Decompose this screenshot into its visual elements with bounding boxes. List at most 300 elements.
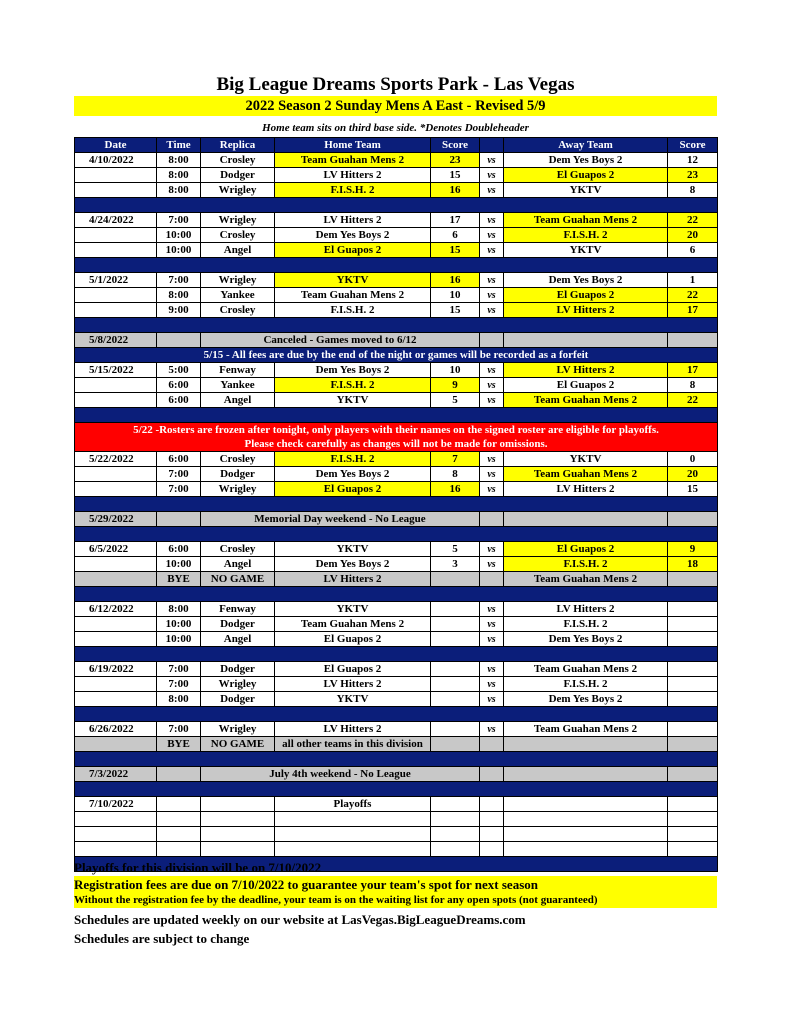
home-score-cell: 6 — [431, 228, 480, 243]
empty-cell — [275, 842, 431, 857]
date-cell — [75, 303, 157, 318]
home-team-cell: YKTV — [275, 273, 431, 288]
home-team-cell: LV Hitters 2 — [275, 168, 431, 183]
vs-cell: vs — [480, 213, 504, 228]
column-header — [480, 138, 504, 153]
home-score-cell: 15 — [431, 243, 480, 258]
home-score-cell — [431, 617, 480, 632]
date-cell — [75, 467, 157, 482]
field-cell: Yankee — [201, 288, 275, 303]
game-row — [75, 557, 718, 572]
home-score-cell: 3 — [431, 557, 480, 572]
empty-cell — [668, 827, 718, 842]
separator-row — [75, 752, 718, 767]
column-header: Score — [431, 138, 480, 153]
game-row — [75, 482, 718, 497]
empty-cell — [75, 572, 157, 587]
empty-cell — [75, 827, 157, 842]
home-score-cell — [431, 692, 480, 707]
away-team-cell: Team Guahan Mens 2 — [504, 213, 668, 228]
separator-row — [75, 198, 718, 213]
field-cell: Dodger — [201, 617, 275, 632]
home-team-cell: all other teams in this division — [275, 737, 431, 752]
date-cell — [75, 482, 157, 497]
no-league-row — [75, 767, 718, 782]
vs-cell: vs — [480, 363, 504, 378]
home-score-cell: 7 — [431, 452, 480, 467]
time-cell: 7:00 — [157, 273, 201, 288]
separator-cell — [75, 318, 718, 333]
away-score-cell — [668, 722, 718, 737]
away-score-cell: 22 — [668, 288, 718, 303]
date-cell — [75, 168, 157, 183]
schedule-table — [74, 137, 718, 872]
away-score-cell — [668, 797, 718, 812]
empty-cell — [275, 827, 431, 842]
home-team-cell: LV Hitters 2 — [275, 677, 431, 692]
note-cell: July 4th weekend - No League — [201, 767, 480, 782]
vs-cell — [480, 572, 504, 587]
away-score-cell: 18 — [668, 557, 718, 572]
blank-row — [75, 827, 718, 842]
time-cell: 10:00 — [157, 228, 201, 243]
separator-row — [75, 497, 718, 512]
game-row — [75, 692, 718, 707]
roster-banner-row — [75, 423, 718, 452]
home-score-cell: 10 — [431, 288, 480, 303]
date-cell — [75, 692, 157, 707]
home-team-cell: LV Hitters 2 — [275, 213, 431, 228]
time-cell: 7:00 — [157, 467, 201, 482]
time-cell: BYE — [157, 737, 201, 752]
date-cell — [75, 378, 157, 393]
game-row — [75, 602, 718, 617]
date-cell — [75, 243, 157, 258]
empty-cell — [75, 812, 157, 827]
separator-row — [75, 527, 718, 542]
home-team-cell: YKTV — [275, 393, 431, 408]
time-cell: 8:00 — [157, 153, 201, 168]
column-header: Home Team — [275, 138, 431, 153]
away-team-cell: El Guapos 2 — [504, 378, 668, 393]
vs-cell: vs — [480, 602, 504, 617]
empty-cell — [157, 812, 201, 827]
away-score-cell — [668, 677, 718, 692]
home-team-cell: YKTV — [275, 602, 431, 617]
time-cell: 6:00 — [157, 542, 201, 557]
vs-cell: vs — [480, 378, 504, 393]
game-row — [75, 273, 718, 288]
home-team-cell: Dem Yes Boys 2 — [275, 557, 431, 572]
away-score-cell — [668, 692, 718, 707]
home-team-cell: F.I.S.H. 2 — [275, 303, 431, 318]
home-team-cell: Team Guahan Mens 2 — [275, 153, 431, 168]
home-team-cell: Playoffs — [275, 797, 431, 812]
game-row — [75, 797, 718, 812]
date-cell: 7/10/2022 — [75, 797, 157, 812]
date-cell: 5/29/2022 — [75, 512, 157, 527]
roster-banner-line: Please check carefully as changes will not be made for omissions. — [244, 438, 548, 450]
home-team-cell: LV Hitters 2 — [275, 572, 431, 587]
away-team-cell: F.I.S.H. 2 — [504, 677, 668, 692]
empty-cell — [480, 767, 504, 782]
vs-cell: vs — [480, 153, 504, 168]
field-cell: Dodger — [201, 168, 275, 183]
away-team-cell: Team Guahan Mens 2 — [504, 393, 668, 408]
field-cell: Angel — [201, 557, 275, 572]
score-cell — [668, 737, 718, 752]
away-team-cell: YKTV — [504, 243, 668, 258]
column-header: Time — [157, 138, 201, 153]
empty-cell — [201, 842, 275, 857]
separator-row — [75, 782, 718, 797]
fees-banner: 5/15 - All fees are due by the end of the night or games will be recorded as a forfeit — [75, 348, 718, 363]
away-team-cell: Dem Yes Boys 2 — [504, 692, 668, 707]
away-team-cell: Dem Yes Boys 2 — [504, 632, 668, 647]
home-team-note: Home team sits on third base side. *Denotes Doubleheader — [262, 122, 529, 134]
separator-cell — [75, 752, 718, 767]
blank-row — [75, 842, 718, 857]
date-cell: 5/15/2022 — [75, 363, 157, 378]
column-header: Score — [668, 138, 718, 153]
vs-cell: vs — [480, 452, 504, 467]
date-cell: 7/3/2022 — [75, 767, 157, 782]
home-team-cell: Dem Yes Boys 2 — [275, 363, 431, 378]
table-header-row — [75, 138, 718, 153]
waiting-list-note: Without the registration fee by the deadline, your team is on the waiting list for any open spots (not guaranteed) — [74, 894, 598, 906]
date-cell — [75, 288, 157, 303]
field-cell: Wrigley — [201, 677, 275, 692]
separator-cell — [75, 647, 718, 662]
time-cell: 7:00 — [157, 722, 201, 737]
separator-row — [75, 408, 718, 423]
date-cell: 4/24/2022 — [75, 213, 157, 228]
game-row — [75, 363, 718, 378]
field-cell: Crosley — [201, 452, 275, 467]
home-score-cell: 16 — [431, 482, 480, 497]
separator-cell — [75, 198, 718, 213]
empty-cell — [668, 767, 718, 782]
away-score-cell: 23 — [668, 168, 718, 183]
score-cell — [431, 572, 480, 587]
home-score-cell: 5 — [431, 393, 480, 408]
field-cell: NO GAME — [201, 572, 275, 587]
date-cell — [75, 183, 157, 198]
away-team-cell: El Guapos 2 — [504, 542, 668, 557]
game-row — [75, 662, 718, 677]
home-score-cell — [431, 797, 480, 812]
date-cell: 5/22/2022 — [75, 452, 157, 467]
date-cell — [75, 617, 157, 632]
home-score-cell: 17 — [431, 213, 480, 228]
date-cell: 6/12/2022 — [75, 602, 157, 617]
field-cell: Dodger — [201, 692, 275, 707]
vs-cell: vs — [480, 228, 504, 243]
note-cell: Memorial Day weekend - No League — [201, 512, 480, 527]
game-row — [75, 183, 718, 198]
home-score-cell: 16 — [431, 273, 480, 288]
field-cell: Wrigley — [201, 273, 275, 288]
empty-cell — [275, 812, 431, 827]
away-team-cell: F.I.S.H. 2 — [504, 617, 668, 632]
away-score-cell: 8 — [668, 183, 718, 198]
empty-cell — [157, 333, 201, 348]
away-score-cell: 22 — [668, 213, 718, 228]
game-row — [75, 393, 718, 408]
away-score-cell: 12 — [668, 153, 718, 168]
home-team-cell: YKTV — [275, 542, 431, 557]
away-score-cell: 15 — [668, 482, 718, 497]
time-cell: 5:00 — [157, 363, 201, 378]
away-score-cell — [668, 632, 718, 647]
game-row — [75, 213, 718, 228]
vs-cell: vs — [480, 632, 504, 647]
separator-cell — [75, 497, 718, 512]
roster-banner-line: 5/22 -Rosters are frozen after tonight, only players with their names on the signed roster are eligible for playoffs. — [133, 424, 659, 436]
date-cell: 6/26/2022 — [75, 722, 157, 737]
game-row — [75, 153, 718, 168]
fees-banner-row — [75, 348, 718, 363]
empty-cell — [157, 512, 201, 527]
page-title: Big League Dreams Sports Park - Las Vegas — [216, 74, 575, 95]
vs-cell: vs — [480, 168, 504, 183]
column-header: Replica — [201, 138, 275, 153]
field-cell: Wrigley — [201, 213, 275, 228]
away-score-cell — [668, 602, 718, 617]
score-cell — [431, 737, 480, 752]
time-cell: 10:00 — [157, 243, 201, 258]
field-cell: Angel — [201, 393, 275, 408]
empty-cell — [431, 827, 480, 842]
away-team-cell: LV Hitters 2 — [504, 482, 668, 497]
away-team-cell: Team Guahan Mens 2 — [504, 662, 668, 677]
empty-cell — [668, 333, 718, 348]
field-cell: Crosley — [201, 153, 275, 168]
time-cell: 7:00 — [157, 482, 201, 497]
vs-cell: vs — [480, 692, 504, 707]
time-cell: 10:00 — [157, 557, 201, 572]
away-team-cell: Team Guahan Mens 2 — [504, 572, 668, 587]
field-cell — [201, 797, 275, 812]
field-cell: Wrigley — [201, 183, 275, 198]
home-score-cell — [431, 677, 480, 692]
home-team-cell: El Guapos 2 — [275, 632, 431, 647]
home-team-cell: F.I.S.H. 2 — [275, 183, 431, 198]
vs-cell: vs — [480, 617, 504, 632]
empty-cell — [504, 512, 668, 527]
empty-cell — [480, 333, 504, 348]
time-cell: 6:00 — [157, 378, 201, 393]
game-row — [75, 288, 718, 303]
time-cell: 6:00 — [157, 452, 201, 467]
column-header: Date — [75, 138, 157, 153]
empty-cell — [431, 812, 480, 827]
empty-cell — [504, 842, 668, 857]
vs-cell: vs — [480, 467, 504, 482]
game-row — [75, 542, 718, 557]
field-cell: Angel — [201, 632, 275, 647]
home-score-cell: 8 — [431, 467, 480, 482]
field-cell: Wrigley — [201, 722, 275, 737]
field-cell: Dodger — [201, 467, 275, 482]
field-cell: Fenway — [201, 363, 275, 378]
time-cell: 8:00 — [157, 168, 201, 183]
vs-cell: vs — [480, 557, 504, 572]
schedule-body — [75, 153, 718, 872]
blank-row — [75, 812, 718, 827]
time-cell: 10:00 — [157, 617, 201, 632]
home-score-cell: 16 — [431, 183, 480, 198]
bye-row — [75, 572, 718, 587]
home-team-cell: El Guapos 2 — [275, 482, 431, 497]
field-cell: Crosley — [201, 228, 275, 243]
empty-cell — [668, 842, 718, 857]
home-team-cell: El Guapos 2 — [275, 662, 431, 677]
field-cell: Fenway — [201, 602, 275, 617]
time-cell: 9:00 — [157, 303, 201, 318]
date-cell: 6/5/2022 — [75, 542, 157, 557]
home-score-cell — [431, 662, 480, 677]
empty-cell — [668, 512, 718, 527]
separator-cell — [75, 782, 718, 797]
vs-cell: vs — [480, 482, 504, 497]
game-row — [75, 378, 718, 393]
vs-cell: vs — [480, 393, 504, 408]
game-row — [75, 168, 718, 183]
away-team-cell — [504, 797, 668, 812]
registration-box — [74, 876, 717, 908]
home-team-cell: LV Hitters 2 — [275, 722, 431, 737]
separator-row — [75, 258, 718, 273]
separator-cell — [75, 408, 718, 423]
away-score-cell: 0 — [668, 452, 718, 467]
away-team-cell: F.I.S.H. 2 — [504, 228, 668, 243]
separator-cell — [75, 587, 718, 602]
home-score-cell — [431, 722, 480, 737]
empty-cell — [157, 842, 201, 857]
away-score-cell: 6 — [668, 243, 718, 258]
time-cell: 8:00 — [157, 692, 201, 707]
empty-cell — [75, 842, 157, 857]
empty-cell — [480, 812, 504, 827]
empty-cell — [504, 767, 668, 782]
vs-cell: vs — [480, 273, 504, 288]
field-cell: Angel — [201, 243, 275, 258]
away-score-cell: 9 — [668, 542, 718, 557]
date-cell — [75, 393, 157, 408]
home-score-cell: 23 — [431, 153, 480, 168]
home-score-cell: 10 — [431, 363, 480, 378]
game-row — [75, 303, 718, 318]
away-team-cell: YKTV — [504, 183, 668, 198]
date-cell — [75, 677, 157, 692]
time-cell: 8:00 — [157, 602, 201, 617]
home-score-cell — [431, 602, 480, 617]
time-cell: BYE — [157, 572, 201, 587]
game-row — [75, 452, 718, 467]
game-row — [75, 632, 718, 647]
home-score-cell: 9 — [431, 378, 480, 393]
empty-cell — [201, 812, 275, 827]
home-team-cell: Dem Yes Boys 2 — [275, 228, 431, 243]
separator-cell — [75, 707, 718, 722]
vs-cell: vs — [480, 183, 504, 198]
home-team-cell: F.I.S.H. 2 — [275, 452, 431, 467]
page-subtitle: 2022 Season 2 Sunday Mens A East - Revised 5/9 — [74, 96, 717, 116]
separator-row — [75, 318, 718, 333]
away-team-cell: Team Guahan Mens 2 — [504, 722, 668, 737]
home-team-cell: YKTV — [275, 692, 431, 707]
game-row — [75, 467, 718, 482]
away-team-cell: Team Guahan Mens 2 — [504, 467, 668, 482]
empty-cell — [157, 827, 201, 842]
date-cell: 5/1/2022 — [75, 273, 157, 288]
away-team-cell — [504, 737, 668, 752]
game-row — [75, 677, 718, 692]
away-score-cell: 17 — [668, 303, 718, 318]
home-team-cell: Team Guahan Mens 2 — [275, 617, 431, 632]
game-row — [75, 617, 718, 632]
separator-row — [75, 587, 718, 602]
note-cell: Canceled - Games moved to 6/12 — [201, 333, 480, 348]
empty-cell — [504, 827, 668, 842]
away-score-cell: 1 — [668, 273, 718, 288]
time-cell: 10:00 — [157, 632, 201, 647]
vs-cell: vs — [480, 542, 504, 557]
vs-cell: vs — [480, 288, 504, 303]
date-cell — [75, 228, 157, 243]
time-cell: 7:00 — [157, 213, 201, 228]
field-cell: Wrigley — [201, 482, 275, 497]
away-team-cell: Dem Yes Boys 2 — [504, 153, 668, 168]
away-score-cell: 20 — [668, 467, 718, 482]
home-score-cell: 5 — [431, 542, 480, 557]
separator-cell — [75, 258, 718, 273]
home-team-cell: Dem Yes Boys 2 — [275, 467, 431, 482]
empty-cell — [75, 737, 157, 752]
empty-cell — [201, 827, 275, 842]
field-cell: Crosley — [201, 303, 275, 318]
time-cell: 6:00 — [157, 393, 201, 408]
separator-row — [75, 647, 718, 662]
subject-to-change-note: Schedules are subject to change — [74, 931, 250, 946]
vs-cell — [480, 737, 504, 752]
field-cell: Crosley — [201, 542, 275, 557]
away-team-cell: F.I.S.H. 2 — [504, 557, 668, 572]
home-team-cell: F.I.S.H. 2 — [275, 378, 431, 393]
away-score-cell — [668, 617, 718, 632]
away-score-cell — [668, 662, 718, 677]
date-cell: 5/8/2022 — [75, 333, 157, 348]
time-cell — [157, 797, 201, 812]
home-team-cell: El Guapos 2 — [275, 243, 431, 258]
empty-cell — [504, 333, 668, 348]
away-score-cell: 20 — [668, 228, 718, 243]
field-cell: Yankee — [201, 378, 275, 393]
home-score-cell — [431, 632, 480, 647]
time-cell: 8:00 — [157, 183, 201, 198]
date-cell — [75, 557, 157, 572]
game-row — [75, 228, 718, 243]
away-team-cell: LV Hitters 2 — [504, 602, 668, 617]
field-cell: Dodger — [201, 662, 275, 677]
date-cell: 6/19/2022 — [75, 662, 157, 677]
away-team-cell: El Guapos 2 — [504, 288, 668, 303]
field-cell: NO GAME — [201, 737, 275, 752]
home-team-cell: Team Guahan Mens 2 — [275, 288, 431, 303]
home-score-cell: 15 — [431, 303, 480, 318]
no-league-row — [75, 333, 718, 348]
